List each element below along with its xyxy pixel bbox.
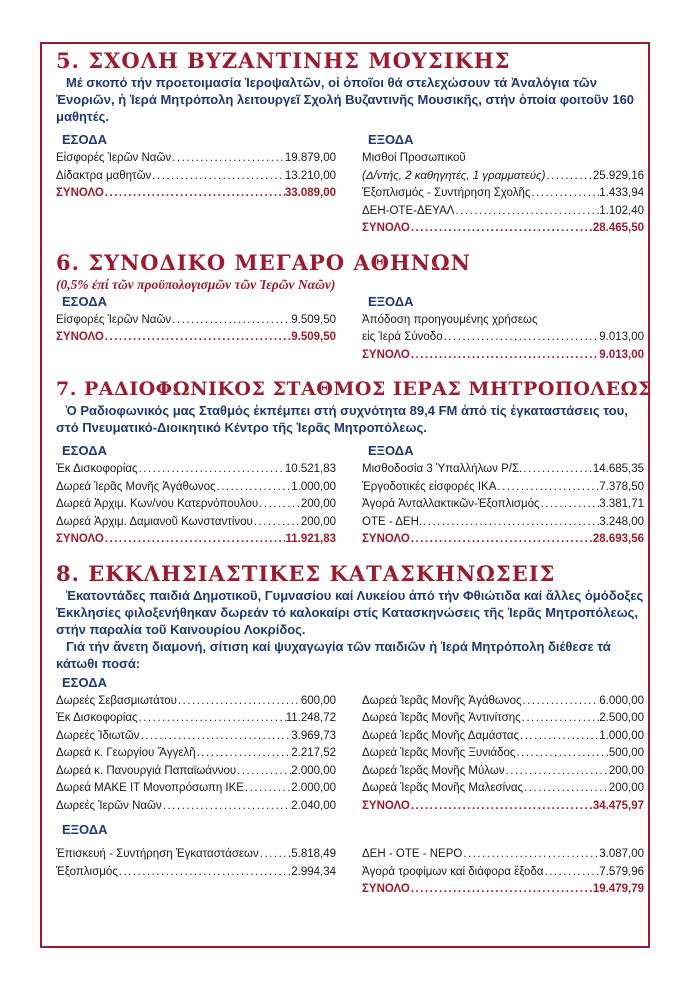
income-column-right	[362, 693, 644, 816]
income-total: ΣΥΝΟΛΟ ..... 34.475,97	[362, 798, 644, 816]
expense-column	[362, 442, 644, 549]
expense-line: Ἀπόδοση προηγουμένης χρήσεως	[362, 313, 538, 326]
income-line: Δωρεά Ἱερᾶς Μονῆς Ἀγάθωνος ..... 6.000,00	[362, 693, 644, 711]
section-title: 5. ΣΧΟΛΗ ΒΥΖΑΝΤΙΝΗΣ ΜΟΥΣΙΚΗΣ	[56, 48, 511, 73]
expense-line: Μισθοί Προσωπικοῦ	[362, 152, 466, 164]
income-line: Δωρεά Ἱερᾶς Μονῆς Μαλεσίνας ..... 200,00	[362, 780, 644, 798]
expense-column-left	[56, 846, 336, 899]
income-line: Δωρεές Ἱερῶν Ναῶν ..... 2.040,00	[56, 798, 336, 816]
income-line: Εἰσφορές Ἱερῶν Ναῶν ..... 9.509,50	[56, 312, 336, 330]
income-line: Δωρεά κ. Πανουργιά Παπαϊωάννου ..... 2.000,00	[56, 763, 336, 781]
section-description: Ὁ Ραδιοφωνικός μας Σταθμός ἐκπέμπει στή συχνότητα 89,4 FM ἀπό τίς ἐγκαταστάσεις του, στό Πνευματικό-Διοικητικό Κέντρο τῆς Ἱερᾶς Μητροπόλεως.	[56, 403, 628, 435]
section-title: 7. ΡΑΔΙΟΦΩΝΙΚΟΣ ΣΤΑΘΜΟΣ ΙΕΡΑΣ ΜΗΤΡΟΠΟΛΕΩΣ	[56, 378, 652, 400]
income-line: Δωρεά κ. Γεωργίου Ἄγγελῆ ..... 2.217,52	[56, 745, 336, 763]
expense-line: ΔΕΗ-ΟΤΕ-ΔΕΥΑΛ ..... 1.102,40	[362, 203, 644, 221]
income-line: Δωρεά Ἱερᾶς Μονῆς Ἀντινίτσης ..... 2.500,00	[362, 710, 644, 728]
income-total: ΣΥΝΟΛΟ ..... 9.509,50	[56, 329, 336, 347]
expense-total: ΣΥΝΟΛΟ ..... 9.013,00	[362, 347, 644, 365]
income-total: ΣΥΝΟΛΟ ..... 33.089,00	[56, 185, 336, 203]
expense-line: εἰς Ἱερά Σύνοδο ..... 9.013,00	[362, 329, 644, 347]
income-heading: ΕΣΟΔΑ	[62, 674, 107, 690]
expense-total: ΣΥΝΟΛΟ ..... 19.479,79	[362, 881, 644, 899]
section-description: Γιά τήν ἄνετη διαμονή, σίτιση καί ψυχαγωγία τῶν παιδιῶν ἡ Ἱερά Μητρόπολη διέθεσε τά κάτωθι ποσά:	[56, 638, 611, 671]
section-description: Ἑκατοντάδες παιδιά Δημοτικοῦ, Γυμνασίου καί Λυκείου ἀπό τήν Φθιώτιδα καί ἄλλες ὁμόδοξες Ἐκκλησίες φιλοξενήθηκαν δωρεάν τό καλοκαίρι στίς Κατασκηνώσεις τῆς Ἱερᾶς Μητροπόλεως, στήν παραλία τοῦ Καινουρίου Λοκρίδος.	[56, 587, 644, 637]
section-byzantine-music-school	[56, 48, 644, 238]
expense-line: Ἀγορά τροφίμων καί διάφορα ἔξοδα ..... 7.579,96	[362, 864, 644, 882]
expense-line: Ἐργοδοτικές εἰσφορές ΙΚΑ ..... 7.378,50	[362, 479, 644, 497]
expense-line: Ἐξοπλισμός ..... 2.994,34	[56, 864, 336, 882]
income-heading: ΕΣΟΔΑ	[62, 132, 107, 147]
section-description: Μέ σκοπό τήν προετοιμασία Ἱεροψαλτῶν, οἱ ὁποῖοι θά στελεχώσουν τά Ἀναλόγια τῶν Ἐνοριῶν, ἡ Ἱερά Μητρόπολη λειτουργεῖ Σχολή Βυζαντινῆς Μουσικῆς, στήν ὁποία φοιτοῦν 160 μαθητές.	[56, 75, 635, 124]
section-radio-station	[56, 376, 652, 549]
section-synodal-hall	[56, 250, 644, 365]
income-line: Δωρεές Ἰδιωτῶν ..... 3.969,73	[56, 728, 336, 746]
expense-column	[362, 131, 644, 238]
income-line: Δωρεά Ἀρχιμ. Κων/νου Κατερνόπουλου ..... 200,00	[56, 496, 336, 514]
income-line: Δωρεά Ἀρχιμ. Δαμιανοῦ Κωνσταντίνου ..... 200,00	[56, 514, 336, 532]
income-line: Δωρεές Σεβασμιωτάτου ..... 600,00	[56, 693, 336, 711]
expense-line: Ἀγορά Ἀνταλλακτικῶν-Ἐξοπλισμός ..... 3.381,71	[362, 496, 644, 514]
section-title: 8. ΕΚΚΛΗΣΙΑΣΤΙΚΕΣ ΚΑΤΑΣΚΗΝΩΣΕΙΣ	[56, 560, 556, 586]
income-line: Εἰσφορές Ἱερῶν Ναῶν ..... 19.879,00	[56, 150, 336, 168]
income-column-left	[56, 693, 336, 816]
section-title: 6. ΣΥΝΟΔΙΚΟ ΜΕΓΑΡΟ ΑΘΗΝΩΝ	[56, 249, 471, 275]
income-heading: ΕΣΟΔΑ	[62, 443, 107, 458]
expense-heading: ΕΞΟΔΑ	[368, 443, 414, 458]
expense-line: (Δ/ντής, 2 καθηγητές, 1 γραμματεύς) ..... 25.929,16	[362, 168, 644, 186]
expense-line: ΔΕΗ - ΟΤΕ - ΝΕΡΟ ..... 3.087,00	[362, 846, 644, 864]
expense-heading: ΕΞΟΔΑ	[368, 132, 414, 147]
income-line: Δωρεά MAKE IT Μονοπρόσωπη ΙΚΕ ..... 2.000,00	[56, 780, 336, 798]
income-line: Δωρεά Ἱερᾶς Μονῆς Ξυνιάδος ..... 500,00	[362, 745, 644, 763]
income-line: Δωρεά Ἱερᾶς Μονῆς Ἀγάθωνος ..... 1.000,00	[56, 479, 336, 497]
expense-column-right	[362, 846, 644, 899]
income-column	[56, 442, 336, 549]
income-heading: ΕΣΟΔΑ	[62, 293, 107, 309]
income-column	[56, 293, 336, 365]
expense-heading: ΕΞΟΔΑ	[368, 293, 414, 309]
income-column	[56, 131, 336, 238]
expense-heading: ΕΞΟΔΑ	[62, 822, 108, 837]
section-note: (0,5% ἐπί τῶν προϋπολογισμῶν τῶν Ἱερῶν Ναῶν)	[56, 276, 336, 292]
expense-line: Ἐπισκευή - Συντήρηση Ἐγκαταστάσεων ..... 5.818,49	[56, 846, 336, 864]
expense-line: ΟΤΕ - ΔΕΗ. ..... 3.248,00	[362, 514, 644, 532]
section-church-camps	[56, 561, 644, 899]
expense-column	[362, 293, 644, 365]
expense-total: ΣΥΝΟΛΟ ..... 28.465,50	[362, 220, 644, 238]
income-line: Ἐκ Δισκοφορίας ..... 10.521,83	[56, 461, 336, 479]
expense-total: ΣΥΝΟΛΟ ..... 28.693,56	[362, 531, 644, 549]
document-content	[56, 48, 652, 899]
income-line: Δωρεά Ἱερᾶς Μονῆς Μύλων ..... 200,00	[362, 763, 644, 781]
income-line: Ἐκ Δισκοφορίας ..... 11.248,72	[56, 710, 336, 728]
income-total: ΣΥΝΟΛΟ ..... 11.921,83	[56, 531, 336, 549]
income-line: Δίδακτρα μαθητῶν ..... 13.210,00	[56, 168, 336, 186]
expense-line: Μισθοδοσία 3 Ὑπαλλήλων Ρ/Σ. ..... 14.685,35	[362, 461, 644, 479]
expense-line: Ἐξοπλισμός - Συντήρηση Σχολῆς ..... 1.433,94	[362, 185, 644, 203]
income-line: Δωρεά Ἱερᾶς Μονῆς Δαμάστας ..... 1.000,00	[362, 728, 644, 746]
